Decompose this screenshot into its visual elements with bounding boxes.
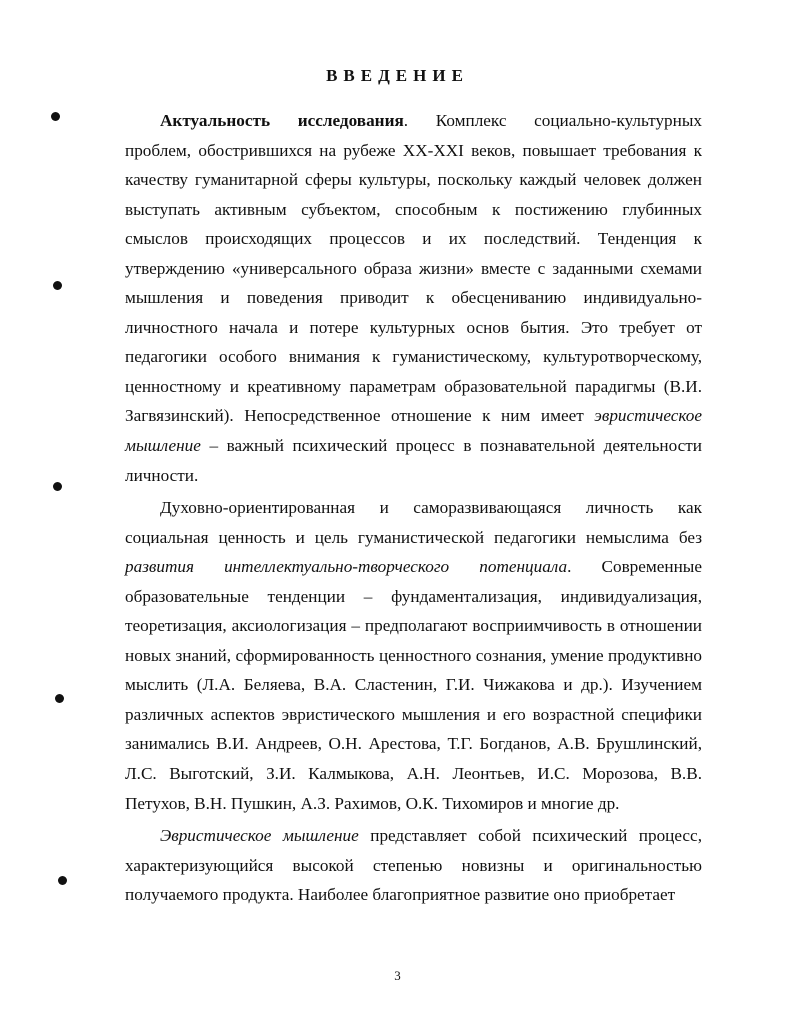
paragraph (125, 493, 702, 818)
binder-hole-mark (58, 876, 67, 885)
text-run: Духовно-ориентированная и саморазвивающаяся личность как социальная ценность и цель гуманистической педагогики немыслима без (125, 498, 702, 547)
text-run: – важный психический процесс в познавательной деятельности личности. (125, 436, 702, 485)
page-number: 3 (394, 968, 401, 983)
text-run: представляет собой психический процесс, характеризующийся высокой степенью новизны и оригинальностью получаемого продукта. Наиболее благоприятное развитие оно приобретает (125, 826, 702, 905)
binder-hole-mark (53, 482, 62, 491)
body-text (125, 106, 702, 910)
binder-hole-mark (55, 694, 64, 703)
binder-hole-mark (51, 112, 60, 121)
paragraph (125, 821, 702, 910)
page-title: ВВЕДЕНИЕ (326, 66, 469, 85)
bold-phrase: Актуальность исследования (160, 111, 404, 130)
italic-phrase: эвристическое мышление (125, 406, 702, 456)
text-run: . Современные образовательные тенденции – фундаментализация, индивидуализация, теоретизация, аксиологизация – предполагают восприимчивость в отношении новых знаний, сформированность ценностного сознания, умение продуктивно мыслить (Л.А. Беляева, В.А. Сластенин, Г.И. Чижакова и др.). Изучением различных аспектов эвристического мышления и его возрастной специфики занимались В.И. Андреев, О.Н. Арестова, Т.Г. Богданов, А.В. Брушлинский, Л.С. Выготский, З.И. Калмыкова, А.Н. Леонтьев, И.С. Морозова, В.В. Петухов, В.Н. Пушкин, А.З. Рахимов, О.К. Тихомиров и многие др. (125, 557, 702, 813)
paragraph (125, 106, 702, 490)
italic-phrase: Эвристическое мышление (160, 826, 359, 846)
binder-hole-mark (53, 281, 62, 290)
italic-phrase: развития интеллектуально-творческого потенциала (125, 557, 568, 577)
text-run: . Комплекс социально-культурных проблем, обострившихся на рубеже XX-XXI веков, повышает требования к качеству гуманитарной сферы культуры, поскольку каждый человек должен выступать активным субъектом, способным к постижению глубинных смыслов происходящих процессов и их последствий. Тенденция к утверждению «универсального образа жизни» вместе с заданными схемами мышления и поведения приводит к обесцениванию индивидуально-личностного начала и потере культурных основ бытия. Это требует от педагогики особого внимания к гуманистическому, культуротворческому, ценностному и креативному параметрам образовательной парадигмы (В.И. Загвязинский). Непосредственное отношение к ним имеет (125, 111, 702, 426)
